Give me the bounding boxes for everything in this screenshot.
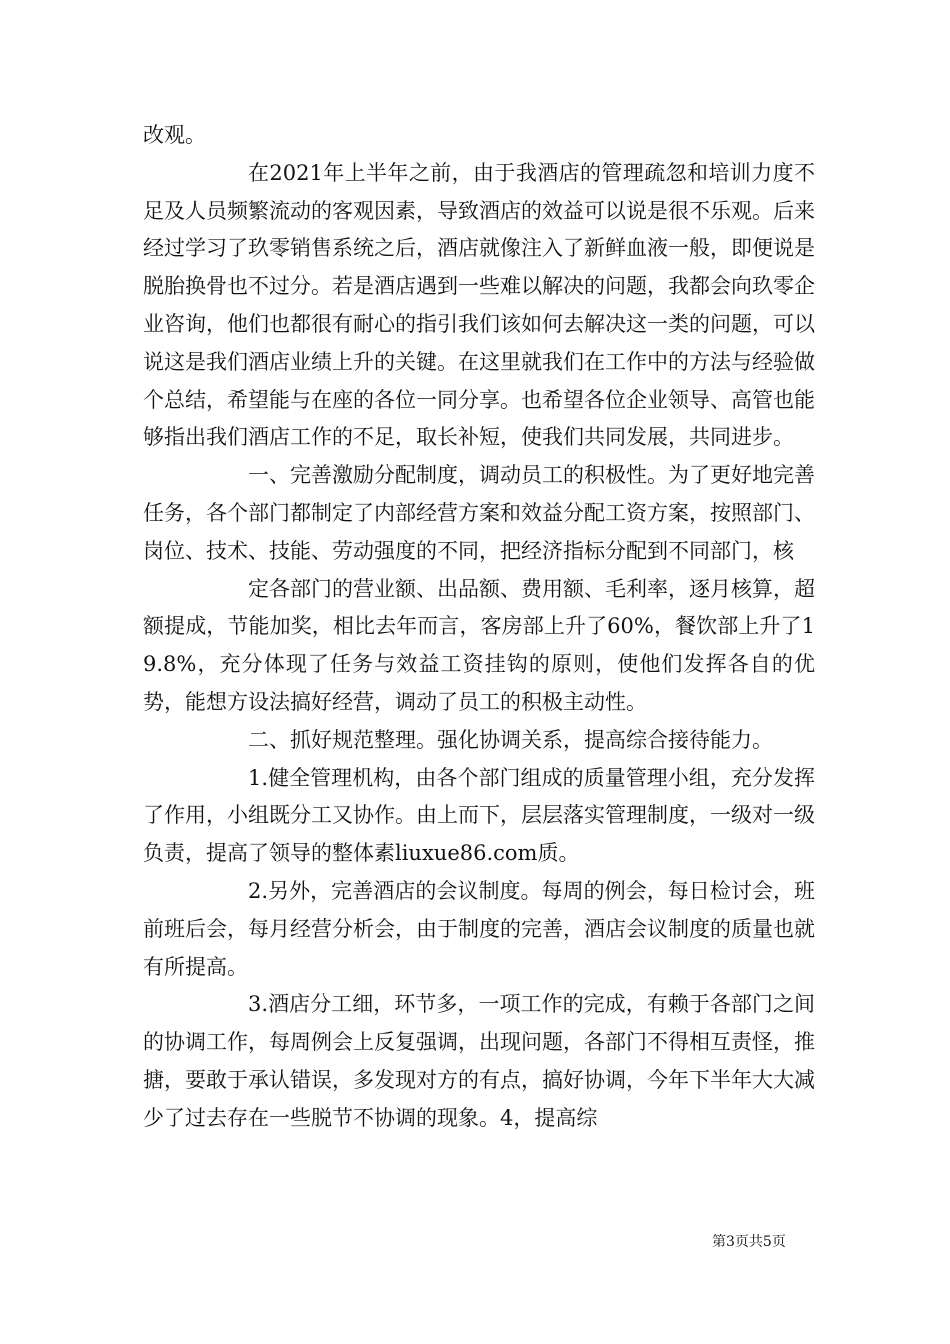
document-body — [143, 117, 815, 1138]
page-number-footer: 第3页共5页 — [712, 1234, 786, 1250]
paragraph-3: 一、完善激励分配制度，调动员工的积极性。为了更好地完善任务，各个部门都制定了内部经营方案和效益分配工资方案，按照部门、岗位、技术、技能、劳动强度的不同，把经济指标分配到不同部门，核 — [143, 463, 815, 563]
paragraph-4: 定各部门的营业额、出品额、费用额、毛利率，逐月核算，超额提成，节能加奖，相比去年而言，客房部上升了60%，餐饮部上升了19.8%，充分体现了任务与效益工资挂钩的原则，使他们发挥各自的优势，能想方设法搞好经营，调动了员工的积极主动性。 — [143, 576, 815, 714]
paragraph-2: 在2021年上半年之前，由于我酒店的管理疏忽和培训力度不足及人员频繁流动的客观因素，导致酒店的效益可以说是很不乐观。后来经过学习了玖零销售系统之后，酒店就像注入了新鲜血液一般，即便说是脱胎换骨也不过分。若是酒店遇到一些难以解决的问题，我都会向玖零企业咨询，他们也都很有耐心的指引我们该如何去解决这一类的问题，可以说这是我们酒店业绩上升的关键。在这里就我们在工作中的方法与经验做个总结，希望能与在座的各位一同分享。也希望各位企业领导、高管也能够指出我们酒店工作的不足，取长补短，使我们共同发展，共同进步。 — [143, 160, 815, 450]
paragraph-5: 二、抓好规范整理。强化协调关系，提高综合接待能力。 — [248, 727, 773, 752]
paragraph-6: 1.健全管理机构，由各个部门组成的质量管理小组，充分发挥了作用，小组既分工又协作。由上而下，层层落实管理制度，一级对一级负责，提高了领导的整体素liuxue86.com质。 — [143, 765, 815, 866]
paragraph-8: 3.酒店分工细，环节多，一项工作的完成，有赖于各部门之间的协调工作，每周例会上反复强调，出现问题，各部门不得相互责怪，推搪，要敢于承认错误，多发现对方的有点，搞好协调，今年下半年大大减少了过去存在一些脱节不协调的现象。4，提高综 — [143, 992, 815, 1130]
paragraph-7: 2.另外，完善酒店的会议制度。每周的例会，每日检讨会，班前班后会，每月经营分析会，由于制度的完善，酒店会议制度的质量也就有所提高。 — [143, 878, 815, 979]
paragraph-1: 改观。 — [143, 123, 206, 147]
